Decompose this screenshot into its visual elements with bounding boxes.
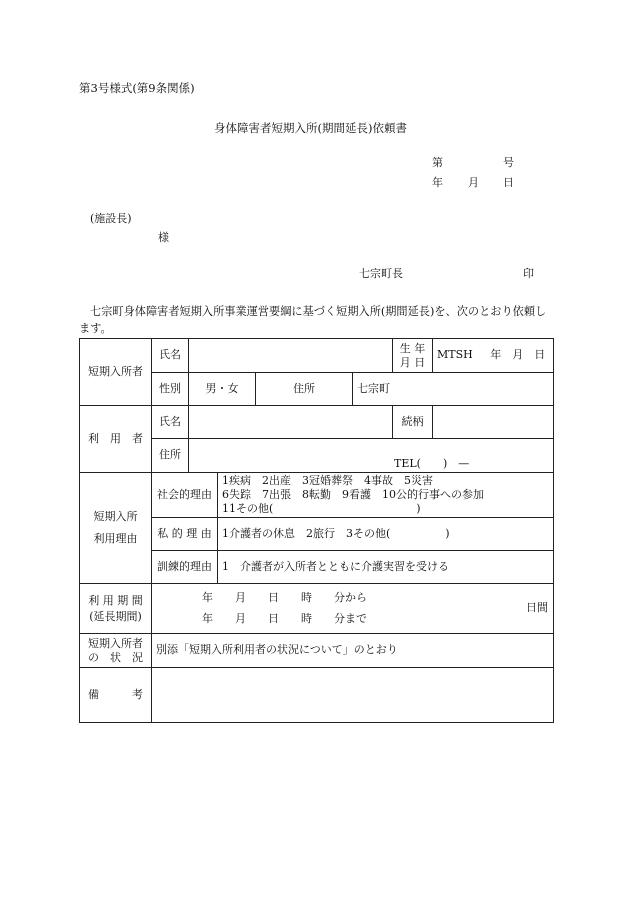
table-row bbox=[80, 668, 554, 723]
number-suffix: 号 bbox=[503, 156, 514, 169]
training-reason-label: 訓練的理由 bbox=[152, 551, 218, 584]
training-reason-options[interactable]: 1 介護者が入所者とともに介護実習を受ける bbox=[218, 551, 554, 584]
date-month-label: 月 bbox=[468, 176, 479, 189]
private-reason-options[interactable]: 1介護者の休息 2旅行 3その他( ) bbox=[218, 518, 554, 551]
sender: 七宗町長 bbox=[359, 267, 403, 280]
form-number: 第3号様式(第9条関係) bbox=[79, 81, 195, 95]
number-prefix: 第 bbox=[432, 156, 443, 169]
tel-field[interactable]: TEL( ) — bbox=[189, 439, 554, 473]
table-row bbox=[80, 339, 554, 373]
birth-date-units: 年 月 日 bbox=[490, 348, 546, 362]
name-label: 氏名 bbox=[152, 339, 189, 373]
private-reason-label: 私 的 理 由 bbox=[152, 518, 218, 551]
period-field[interactable]: 年 月 日 時 分から 年 月 日 時 分まで bbox=[152, 584, 433, 634]
status-header: 短期入所者 の 状 況 bbox=[80, 634, 152, 668]
seal-mark: 印 bbox=[523, 267, 534, 280]
user-address-label: 住所 bbox=[152, 439, 189, 473]
table-row bbox=[80, 406, 554, 439]
relation-label: 続柄 bbox=[393, 406, 433, 439]
honorific: 様 bbox=[158, 231, 169, 244]
table-row bbox=[80, 518, 554, 551]
gender-options[interactable]: 男・女 bbox=[189, 373, 256, 406]
era-options: MTSH bbox=[437, 348, 473, 362]
table-row bbox=[80, 373, 554, 406]
user-name-field[interactable] bbox=[189, 406, 393, 439]
birth-date-field[interactable] bbox=[433, 339, 554, 373]
remarks-header: 備 考 bbox=[80, 668, 152, 723]
relation-field[interactable] bbox=[433, 406, 554, 439]
date-year-label: 年 bbox=[432, 176, 443, 189]
reason-header: 短期入所 利用理由 bbox=[80, 473, 152, 584]
date-day-label: 日 bbox=[503, 176, 514, 189]
document-title: 身体障害者短期入所(期間延長)依頼書 bbox=[214, 121, 407, 135]
applicant-name-field[interactable] bbox=[189, 339, 393, 373]
table-row bbox=[80, 584, 554, 634]
address-town[interactable]: 七宗町 bbox=[353, 373, 554, 406]
user-name-label: 氏名 bbox=[152, 406, 189, 439]
user-header: 利 用 者 bbox=[80, 406, 152, 473]
body-text: 七宗町身体障害者短期入所事業運営要綱に基づく短期入所(期間延長)を、次のとおり依頼します。 bbox=[79, 305, 547, 335]
period-header: 利 用 期 間 (延長期間) bbox=[80, 584, 152, 634]
status-text: 別添「短期入所利用者の状況について」のとおり bbox=[152, 634, 554, 668]
social-reason-label: 社会的理由 bbox=[152, 473, 218, 518]
table-row bbox=[80, 634, 554, 668]
table-row bbox=[80, 473, 554, 518]
gender-label: 性別 bbox=[152, 373, 189, 406]
period-days: 日間 bbox=[433, 584, 554, 634]
birth-label: 生 年 月 日 bbox=[393, 339, 433, 373]
table-row bbox=[80, 439, 554, 473]
applicant-header: 短期入所者 bbox=[80, 339, 152, 406]
request-form-table bbox=[79, 338, 554, 723]
address-label: 住所 bbox=[256, 373, 353, 406]
addressee: (施設長) bbox=[90, 212, 132, 225]
remarks-field[interactable] bbox=[152, 668, 554, 723]
social-reason-options[interactable]: 1疾病 2出産 3冠婚葬祭 4事故 5災害 6失踪 7出張 8転勤 9看護 10公的行事への参加 11その他( ) bbox=[218, 473, 554, 518]
table-row bbox=[80, 551, 554, 584]
